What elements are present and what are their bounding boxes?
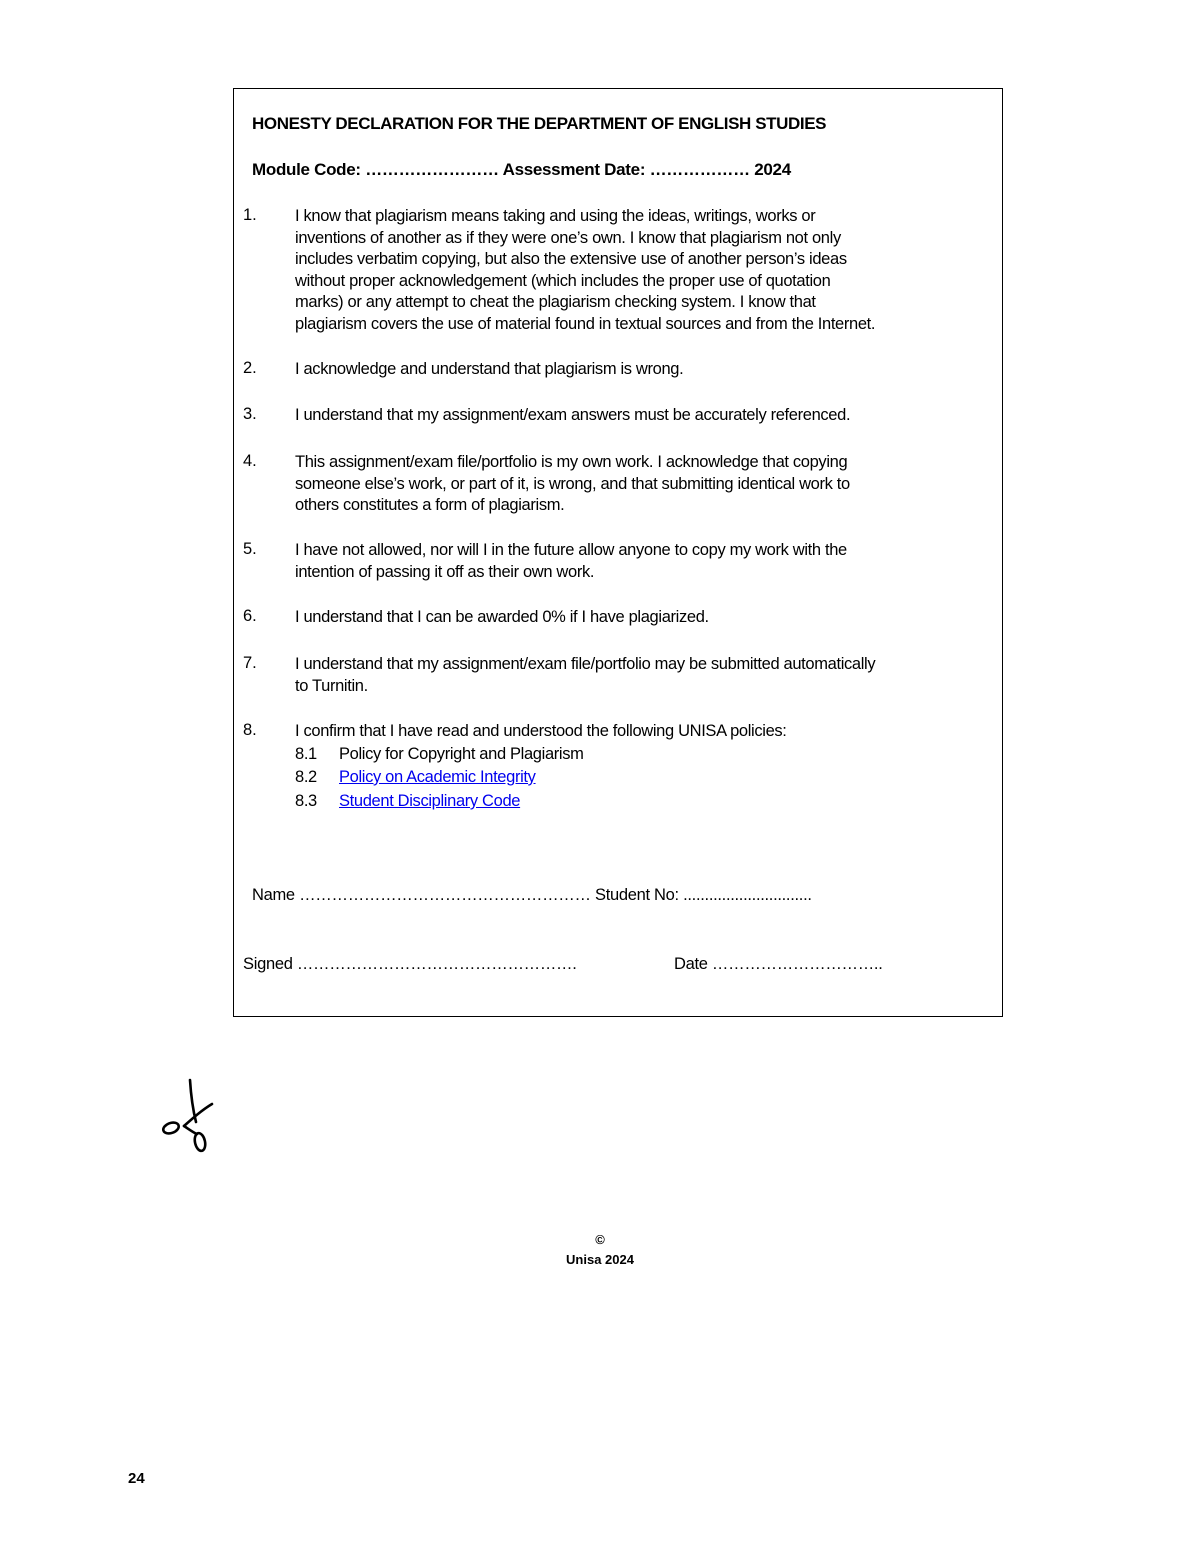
item-number: 7. <box>243 654 257 672</box>
signed-line: Signed ……………………………………………. <box>243 955 577 973</box>
item-text: I confirm that I have read and understood the following UNISA policies: <box>295 722 787 740</box>
copyright-owner: Unisa 2024 <box>566 1252 634 1267</box>
policy-link-academic-integrity[interactable]: Policy on Academic Integrity <box>339 768 536 786</box>
declaration-title: HONESTY DECLARATION FOR THE DEPARTMENT OF ENGLISH STUDIES <box>252 114 827 133</box>
item-number: 3. <box>243 405 257 423</box>
date-line: Date ………………………….. <box>674 955 883 973</box>
item-number: 1. <box>243 206 257 224</box>
policy-item[interactable]: 8.2 Policy on Academic Integrity <box>295 768 536 786</box>
item-text: This assignment/exam file/portfolio is my own work. I acknowledge that copying someone else’s work, or part of it, is wrong, and that submitting identical work to others constitutes a form of plagiarism. <box>295 453 850 514</box>
item-number: 2. <box>243 359 257 377</box>
scissors-icon <box>160 1078 214 1154</box>
item-number: 5. <box>243 540 257 558</box>
name-student-no-line: Name ……………………………………………… Student No: .............................. <box>252 886 812 904</box>
copyright-symbol: © <box>595 1232 605 1247</box>
item-text: I understand that my assignment/exam file/portfolio may be submitted automatically to Turnitin. <box>295 655 876 695</box>
item-text: I have not allowed, nor will I in the future allow anyone to copy my work with the intention of passing it off as their own work. <box>295 541 847 581</box>
policy-item: 8.1 Policy for Copyright and Plagiarism <box>295 745 584 763</box>
item-number: 6. <box>243 607 257 625</box>
item-text: I understand that my assignment/exam answers must be accurately referenced. <box>295 406 851 424</box>
item-text: I understand that I can be awarded 0% if I have plagiarized. <box>295 608 709 626</box>
item-number: 4. <box>243 452 257 470</box>
policy-item[interactable]: 8.3 Student Disciplinary Code <box>295 792 521 810</box>
item-number: 8. <box>243 721 257 739</box>
page-number: 24 <box>128 1470 145 1487</box>
item-text: I acknowledge and understand that plagiarism is wrong. <box>295 360 684 378</box>
module-assessment-line: Module Code: …………………… Assessment Date: ……………… 2024 <box>252 160 791 179</box>
policy-link-disciplinary-code[interactable]: Student Disciplinary Code <box>339 792 521 810</box>
item-text: I know that plagiarism means taking and using the ideas, writings, works or inventions of another as if they were one’s own. I know that plagiarism not only includes verbatim copying, but also the extensive use of another person’s ideas without proper acknowledgement (which includes the proper use of quotation marks) or any attempt to cheat the plagiarism checking system. I know that plagiarism covers the use of material found in textual sources and from the Internet. <box>295 207 876 333</box>
